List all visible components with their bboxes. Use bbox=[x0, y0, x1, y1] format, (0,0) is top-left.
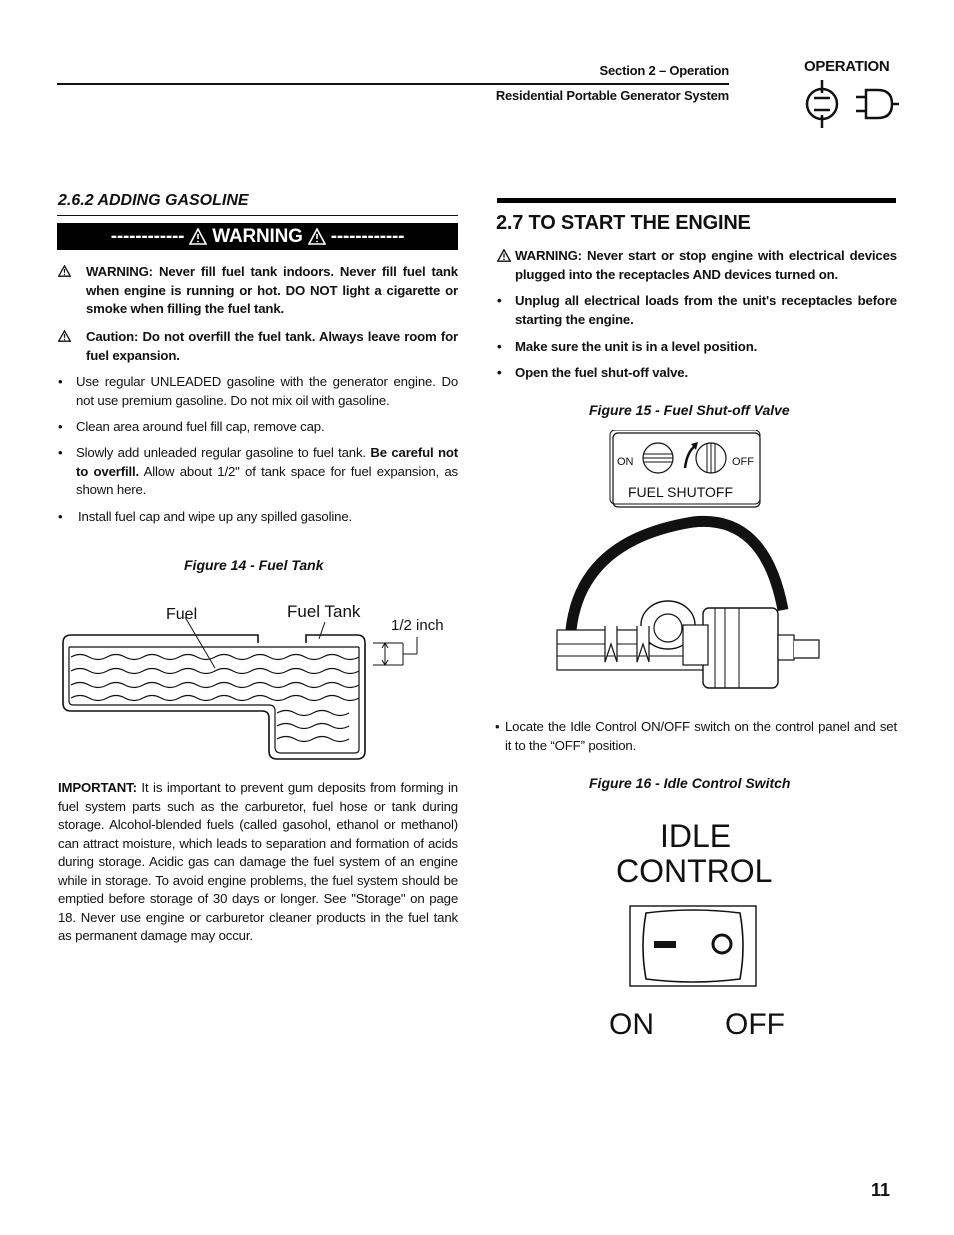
list-item-text: Open the fuel shut-off valve. bbox=[515, 365, 688, 380]
list-item-text: Unplug all electrical loads from the unit's receptacles before starting the engine. bbox=[515, 293, 897, 327]
adding-gasoline-heading: 2.6.2 ADDING GASOLINE bbox=[58, 192, 249, 209]
section-title: Section 2 – Operation bbox=[599, 63, 729, 78]
list-item-text: Make sure the unit is in a level position. bbox=[515, 339, 758, 354]
warning-text: WARNING: Never fill fuel tank indoors. Never fill fuel tank when engine is running or hot. DO NOT light a cigarette or smoke when filling the fuel tank. bbox=[86, 264, 458, 316]
list-item bbox=[497, 338, 897, 357]
header-rule bbox=[57, 83, 729, 85]
important-label: IMPORTANT: bbox=[58, 780, 137, 795]
bullet: • bbox=[58, 419, 63, 434]
fuel-label: Fuel bbox=[166, 606, 198, 623]
list-item-text-part: Slowly add unleaded regular gasoline to fuel tank. bbox=[76, 445, 371, 460]
list-item-text: Install fuel cap and wipe up any spilled gasoline. bbox=[78, 509, 353, 524]
list-item bbox=[58, 444, 458, 500]
list-item bbox=[58, 418, 458, 437]
warning-triangle-icon bbox=[497, 249, 511, 262]
list-item bbox=[58, 508, 458, 527]
heading-rule bbox=[57, 215, 458, 216]
emphasis-text: Be careful not to overfill. bbox=[76, 445, 458, 479]
on-label: ON bbox=[617, 456, 634, 468]
warning-triangle-icon bbox=[58, 265, 71, 277]
section-rule bbox=[497, 198, 896, 203]
bullet: • bbox=[58, 509, 63, 524]
warning-item bbox=[497, 247, 897, 284]
figure-caption: Figure 16 - Idle Control Switch bbox=[589, 775, 791, 791]
warning-label: WARNING bbox=[212, 225, 303, 247]
bullet: • bbox=[495, 719, 500, 734]
page-number: 11 bbox=[871, 1180, 891, 1200]
operation-plug-icon bbox=[800, 80, 900, 130]
warning-dashes: ------------ bbox=[110, 225, 185, 247]
list-item bbox=[497, 364, 897, 383]
warning-triangle-icon bbox=[58, 330, 71, 342]
fuel-tank-label: Fuel Tank bbox=[287, 602, 361, 621]
figure-caption: Figure 15 - Fuel Shut-off Valve bbox=[589, 402, 790, 418]
warning-text: WARNING: Never start or stop engine with electrical devices plugged into the receptacles AND devices turned on. bbox=[515, 248, 897, 282]
warning-triangle-icon bbox=[308, 228, 326, 245]
list-item-text-part: Allow about 1/2" of tank space for fuel expansion, as shown here. bbox=[76, 463, 458, 497]
bullet: • bbox=[497, 293, 502, 308]
idle-label: IDLE bbox=[660, 818, 732, 854]
list-item-text: Use regular UNLEADED gasoline with the generator engine. Do not use premium gasoline. Do not mix oil with gasoline. bbox=[76, 374, 458, 408]
list-item bbox=[495, 718, 897, 755]
off-label: OFF bbox=[725, 1008, 785, 1041]
list-item-text bbox=[76, 444, 458, 500]
control-label: CONTROL bbox=[616, 853, 773, 889]
caution-item bbox=[58, 328, 458, 365]
bullet: • bbox=[497, 339, 502, 354]
fuel-shutoff-label: FUEL SHUTOFF bbox=[628, 484, 734, 500]
list-item-text: Locate the Idle Control ON/OFF switch on the control panel and set it to the “OFF” position. bbox=[505, 719, 897, 753]
caution-text: Caution: Do not overfill the fuel tank. Always leave room for fuel expansion. bbox=[86, 329, 458, 363]
important-text: It is important to prevent gum deposits from forming in fuel system parts such as the carburetor, fuel hose or tank during storage. Alcohol-blended fuels (called gasohol, ethanol or methanol) can attract moisture, which leads to separation and formation of acids during storage. Acidic gas can damage the fuel system of an engine while in storage. To avoid engine problems, the fuel system should be emptied before storage of 30 days or longer. See "Storage" on page 18. Never use engine or carburetor cleaner products in the fuel tank as permanent damage may occur. bbox=[58, 780, 458, 943]
list-item bbox=[497, 292, 897, 329]
warning-banner bbox=[57, 223, 458, 250]
warning-item bbox=[58, 263, 458, 319]
idle-control-switch-diagram bbox=[596, 813, 816, 1053]
operation-label: OPERATION bbox=[804, 58, 890, 75]
bullet: • bbox=[58, 445, 63, 460]
half-inch-label: 1/2 inch bbox=[391, 617, 444, 634]
warning-dashes: ------------ bbox=[330, 225, 405, 247]
list-item bbox=[58, 373, 458, 410]
bullet: • bbox=[497, 365, 502, 380]
bullet: • bbox=[58, 374, 63, 389]
fuel-tank-diagram bbox=[55, 595, 465, 765]
warning-triangle-icon bbox=[189, 228, 207, 245]
fuel-shutoff-valve-diagram bbox=[553, 430, 833, 700]
important-note bbox=[58, 779, 458, 946]
list-item-text: Clean area around fuel fill cap, remove cap. bbox=[76, 419, 325, 434]
on-label: ON bbox=[609, 1008, 654, 1041]
figure-caption: Figure 14 - Fuel Tank bbox=[184, 557, 324, 573]
start-engine-heading: 2.7 TO START THE ENGINE bbox=[496, 212, 751, 234]
off-label: OFF bbox=[732, 456, 754, 468]
product-title: Residential Portable Generator System bbox=[495, 88, 729, 103]
